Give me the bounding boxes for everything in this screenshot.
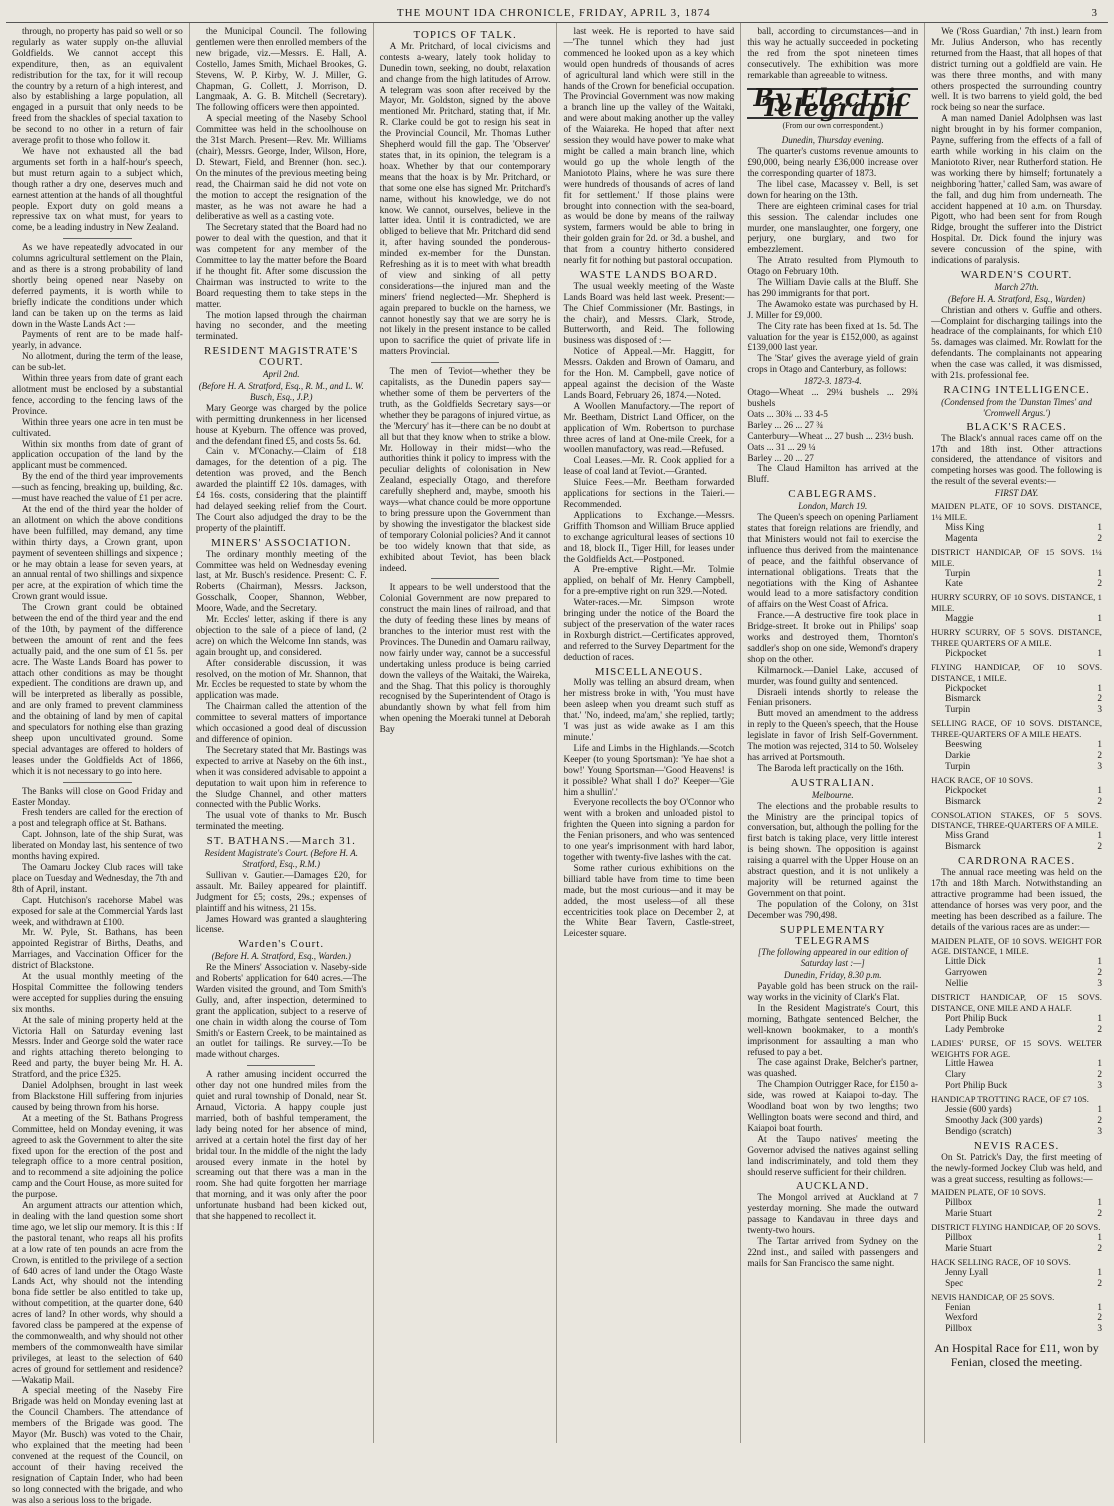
race-result bbox=[931, 592, 1102, 625]
placing: 1 bbox=[1097, 831, 1102, 842]
placing: 2 bbox=[1097, 579, 1102, 590]
paragraph: A Woollen Manufactory.—The report of Mr. Beetham, District Land Officer, on the application of Wm. Robertson to purchase three acres of land at One-mile Creek, for a woollen manufactory, was read.—Refused. bbox=[563, 401, 735, 456]
race-result bbox=[931, 718, 1102, 773]
paragraph: Within three years one acre in ten must be cultivated. bbox=[12, 417, 183, 439]
paragraph: Molly was telling an absurd dream, when her mistress broke in with, 'You must have been asleep when you dreamt such stuff as that.' 'No, indeed, ma'am,' she replied, tartly; 'I was just as wide awake as I am this minute.' bbox=[563, 678, 735, 743]
paragraph: Coal Leases.—Mr. R. Cook applied for a lease of coal land at Teviot.—Granted. bbox=[563, 456, 735, 478]
columns bbox=[6, 23, 1108, 1506]
race-name: NEVIS HANDICAP, OF 25 SOVS. bbox=[931, 1291, 1055, 1302]
paragraph: Notice of Appeal.—Mr. Haggitt, for Messrs. Oakden and Brown of Oamaru, and for the Hon. M. Campbell, gave notice of appeal against the decision of the Waste Lands Board, February 26, 1874.—Noted. bbox=[563, 347, 735, 401]
race-name: FLYING HANDICAP, OF 10 SOVS. DISTANCE, 1 MILE. bbox=[931, 661, 1102, 683]
divider bbox=[431, 578, 499, 579]
race-entry bbox=[931, 684, 1102, 695]
race-entry bbox=[931, 649, 1102, 660]
horse-name: Pillbox bbox=[945, 1324, 973, 1335]
paragraph: The population of the Colony, on 31st December was 790,498. bbox=[747, 899, 919, 921]
paragraph: No allotment, during the term of the lease, can be sub-let. bbox=[12, 352, 183, 374]
paragraph: The Champion Outrigger Race, for £150 a-side, was rowed at Kaiapoi to-day. The Woodland boat won by two lengths; two Wellington boats were second and third, and Kaiapoi boat fourth. bbox=[747, 1080, 919, 1134]
table-row: Canterbury—Wheat ... 27 bush ... 23½ bush. bbox=[747, 431, 914, 442]
paragraph: A man named Daniel Adolphsen was last night brought in by his former companion, Payne, suffering from the effects of a fall of earth while working in his claim on the Maniototo River, near Rutherford station. He was working there by himself; fortunately a neighboring 'hatter,' called Sam, was aware of the fall, and dug him from underneath. The accident happened at 10 a.m. on Thursday. Pigott, who had been sent for from Rough Ridge, brought the sufferer into the District Hospital. Dr. Dick found the injury was severe concussion of the spine, with indications of paralysis. bbox=[931, 114, 1102, 267]
race-entry bbox=[931, 1116, 1102, 1127]
placing: 3 bbox=[1097, 1081, 1102, 1092]
race-entry bbox=[931, 1268, 1102, 1279]
paragraph: James Howard was granted a slaughtering license. bbox=[195, 914, 367, 936]
race-name: HURRY SCURRY, OF 5 SOVS. DISTANCE, THREE QUARTERS OF A MILE. bbox=[931, 627, 1102, 648]
placing: 2 bbox=[1097, 533, 1102, 544]
section-note: (Condensed from the 'Dunstan Times' and 'Cromwell Argus.') bbox=[941, 396, 1092, 418]
horse-name: Spec bbox=[945, 1278, 964, 1289]
paragraph: The Secretary stated that Mr. Bastings was expected to arrive at Naseby on the 6th inst., when it was considered advisable to appoint a deputation to wait upon him in reference to the Sludge Channel, and other matters connected with the Public Works. bbox=[195, 745, 367, 811]
section-heading: MINERS' ASSOCIATION. bbox=[210, 536, 352, 549]
horse-name: Nellie bbox=[945, 979, 968, 990]
placing: 1 bbox=[1097, 740, 1102, 751]
column-4 bbox=[557, 23, 741, 1443]
column-1 bbox=[6, 23, 190, 1506]
placing: 2 bbox=[1097, 796, 1102, 807]
horse-name: Little Dick bbox=[945, 957, 986, 968]
divider bbox=[431, 362, 499, 363]
race-entry bbox=[931, 1070, 1102, 1081]
paragraph: The usual vote of thanks to Mr. Busch terminated the meeting. bbox=[195, 811, 367, 833]
placing: 1 bbox=[1097, 568, 1102, 579]
table-row: Oats ... 31 ... 29 ¼ bbox=[747, 442, 816, 453]
race-entry bbox=[931, 1303, 1102, 1314]
paragraph: Payable gold has been struck on the rail-way works in the vicinity of Clark's Flat. bbox=[747, 982, 919, 1004]
race-name: HURRY SCURRY, OF 10 SOVS. DISTANCE, 1 MILE. bbox=[931, 592, 1102, 614]
paragraph: The elections and the probable results to the Ministry are the principal topics of conversation, but, although the polling for the first batch is taking place, very little interest is being shown. The opposition is against raising a quarrel with the Upper House on an abstract question, and it is not unlikely a majority will be returned against the Government on that point. bbox=[747, 801, 919, 899]
race-entry bbox=[931, 957, 1102, 968]
paragraph: Disraeli intends shortly to release the Fenian prisoners. bbox=[747, 687, 919, 709]
paragraph: Mr. W. Pyle, St. Bathans, has been appointed Registrar of Births, Deaths, and Marriages, and Vaccination Officer for the district of Blackstone. bbox=[12, 928, 183, 972]
paragraph: We have not exhausted all the bad arguments set forth in a half-hour's speech, but must return again to a subject which, though rather a dry one, deserves much and earnest attention at the hands of all thoughtful people. Export duty on gold means a repressive tax on what must, for years to come, be a leading industry in New Zealand. bbox=[12, 146, 183, 234]
paragraph: France.—A destructive fire took place in Bridge-street. It broke out in Philips' soap works and destroyed them, Thornton's saddler's shop on one side, Wemond's drapery shop on the other. bbox=[747, 611, 919, 665]
horse-name: Clary bbox=[945, 1070, 966, 1081]
paragraph: through, no property has paid so well or so regularly as water supply on-the alluvial Goldfields. We cannot accept this expenditure, then, as an equivalent redistribution for the tax, for it will recoup the country by a return of a high interest, and also by establishing a large population, all engaged in a pursuit that only needs to be freed from the shackles of special taxation to be second to no other in a return of fair average profit to those who follow it. bbox=[12, 27, 183, 147]
placing: 2 bbox=[1097, 1209, 1102, 1220]
paragraph: By the end of the third year improvements—such as fencing, breaking up, building, &c.—must have reached the value of £1 per acre. bbox=[12, 472, 183, 505]
dateline: Dunedin, Friday, 8.30 p.m. bbox=[783, 970, 882, 981]
paragraph: The Chairman called the attention of the committee to several matters of importance which occasioned a good deal of discussion and difference of opinion. bbox=[195, 702, 367, 745]
paragraph: Applications to Exchange.—Messrs. Griffith Thomson and William Bruce applied to exchange agricultural leases of sections 10 and 18, block II., Tiger Hill, for leases under the Goldfields Act.—Postponed. bbox=[563, 510, 735, 565]
race-result bbox=[931, 1222, 1102, 1255]
paragraph: Kilmarnock.—Daniel Lake, accused of murder, was found guilty and sentenced. bbox=[747, 665, 919, 687]
placing: 3 bbox=[1097, 979, 1102, 990]
paragraph: Payments of rent are to be made half-yearly, in advance. bbox=[12, 330, 183, 352]
paragraph: The Atrato resulted from Plymouth to Otago on February 10th. bbox=[747, 256, 919, 278]
race-result bbox=[931, 1187, 1102, 1220]
court-bench: (Before H. A. Stratford, Esq., Warden) bbox=[948, 293, 1086, 304]
horse-name: Pillbox bbox=[945, 1233, 973, 1244]
subsection-heading: CARDRONA RACES. bbox=[958, 855, 1076, 868]
masthead-title: THE MOUNT IDA CHRONICLE, FRIDAY, APRIL 3, 1874 bbox=[396, 7, 711, 19]
placing: 2 bbox=[1097, 1070, 1102, 1081]
placing: 1 bbox=[1097, 957, 1102, 968]
horse-name: Wexford bbox=[945, 1313, 978, 1324]
race-entry bbox=[931, 797, 1102, 808]
dateline: London, March 19. bbox=[798, 501, 868, 512]
page-number: 3 bbox=[1091, 7, 1098, 19]
paragraph: The quarter's customs revenue amounts to £90,000, being nearly £36,000 increase over the corresponding quarter of 1873. bbox=[747, 147, 919, 179]
horse-name: Port Philip Buck bbox=[945, 1013, 1008, 1024]
paragraph: the Municipal Council. The following gentlemen were then enrolled members of the new brigade, viz.—Messrs. E. Hall, A. Costello, James Smith, Michael Brookes, G. Stevens, W. P. Kirby, W. J. Miller, G. Chapman, G. Collett, J. Morrison, D. Langmaak, A. G. B. Mitchell (Secretary). The following officers were then appointed. bbox=[195, 27, 367, 114]
horse-name: Smoothy Jack (300 yards) bbox=[945, 1116, 1043, 1126]
race-entry bbox=[931, 751, 1102, 762]
paragraph: Within three years from date of grant each allotment must be enclosed by a substantial fence, according to the fencing laws of the Province. bbox=[12, 374, 183, 417]
race-entry bbox=[931, 1025, 1102, 1036]
horse-name: Jessie (600 yards) bbox=[945, 1105, 1012, 1116]
placing: 2 bbox=[1097, 1116, 1102, 1126]
paragraph: The Black's annual races came off on the 17th and 18th inst. Other attractions considered, the attendance of visitors and competing horses was good. The following is the result of the several events:— bbox=[931, 433, 1102, 488]
paragraph: The Oamaru Jockey Club races will take place on Tuesday and Wednesday, the 7th and 8th of April, instant. bbox=[12, 862, 183, 895]
placing: 3 bbox=[1097, 761, 1102, 772]
horse-name: Pickpocket bbox=[945, 785, 987, 796]
race-entry bbox=[931, 1198, 1102, 1209]
paragraph: Life and Limbs in the Highlands.—Scotch Keeper (to young Sportsman): 'Ye hae shot a bow!' Young Sportsman—'Good Heavens! is it possible? What shall I do?' Keeper—'Gie him a shullin'.' bbox=[563, 743, 735, 798]
placing: 3 bbox=[1097, 1324, 1102, 1335]
placing: 1 bbox=[1097, 1059, 1102, 1070]
paragraph: Mary George was charged by the police with permitting drunkenness in her licensed house at Kyeburn. The offence was proved, and the defendant fined £5, and costs 5s. 6d. bbox=[195, 403, 367, 447]
race-result bbox=[931, 810, 1102, 854]
race-entry bbox=[931, 569, 1102, 580]
horse-name: Garryowen bbox=[945, 968, 987, 979]
race-result bbox=[931, 992, 1102, 1036]
section-heading: RACING INTELLIGENCE. bbox=[943, 384, 1090, 396]
telegraph-subheading: (From our own correspondent.) bbox=[782, 121, 883, 131]
paragraph: Within six months from date of grant of application occupation of the land by the applicant must be commenced. bbox=[12, 439, 183, 472]
placing: 1 bbox=[1097, 522, 1102, 533]
horse-name: Bendigo (scratch) bbox=[945, 1126, 1012, 1137]
race-entry bbox=[931, 523, 1102, 534]
divider bbox=[63, 238, 131, 239]
paragraph: Sullivan v. Gautier.—Damages £20, for assault. Mr. Bailey appeared for plaintiff. Judgment for £5; costs, 29s.; expenses of plaintiff and his witness, 21 15s. bbox=[195, 870, 367, 914]
race-entry bbox=[931, 786, 1102, 797]
race-name: LADIES' PURSE, OF 15 SOVS. WELTER WEIGHTS FOR AGE. bbox=[931, 1037, 1102, 1059]
paragraph: A rather amusing incident occurred the other day not one hundred miles from the quiet and rural township of Donald, near St. Arnaud, Victoria. A happy couple just married, both of bashful temperament, the lady being noted for her absence of mind, arrived at a certain hotel the first day of her bridal tour. In the middle of the night the lady aroused every inmate in the hotel by screaming out that there was a man in the room. She had quite forgotten her marriage that morning, and it was only after the poor unfortunate husband had been kicked out, that she happened to recollect it. bbox=[195, 1070, 367, 1223]
paragraph: As we have repeatedly advocated in our columns agricultural settlement on the Plain, and as there is a strong probability of land shortly being opened near Naseby on deferred payments, it is worth while to briefly indicate the conditions under which land can be taken up on the terms as laid down in the Waste Lands Act :— bbox=[12, 243, 183, 330]
paragraph: The William Davie calls at the Bluff. She has 290 immigrants for that port. bbox=[747, 278, 919, 299]
table-heading: 1872-3. 1873-4. bbox=[803, 376, 862, 387]
race-name: DISTRICT FLYING HANDICAP, OF 20 SOVS. bbox=[931, 1222, 1101, 1233]
telegraph-heading: By Electric Telegraph bbox=[747, 88, 918, 120]
paragraph: Christian and others v. Guffie and others.—Complaint for discharging tailings into the headrace of the complainants, for which £10 5s. damages was claimed. Mr. Rowlatt for the defendants. The complainants not appearing when the case was called, it was dismissed, with 21s. professional fee. bbox=[931, 305, 1102, 382]
placing: 2 bbox=[1097, 1278, 1102, 1289]
paragraph: The Secretary stated that the Board had no power to deal with the question, and that it was competent for any member of the Committee to lay the matter before the Board if he thought fit. After some discussion the Chairman was instructed to write to the Board requesting them to take steps in the matter. bbox=[195, 223, 367, 310]
paragraph: There are eighteen criminal cases for trial this session. The calendar includes one murder, one manslaughter, one forgery, one perjury, one burglary, and two for embezzlement. bbox=[747, 201, 919, 256]
horse-name: Miss King bbox=[945, 522, 985, 533]
horse-name: Lady Pembroke bbox=[945, 1024, 1005, 1035]
day-heading: FIRST DAY. bbox=[994, 488, 1039, 499]
race-entry bbox=[931, 579, 1102, 590]
placing: 1 bbox=[1097, 1267, 1102, 1278]
paragraph: The ordinary monthly meeting of the Committee was held on Wednesday evening last, at Mr. Busch's residence. Present: C. F. Roberts (Chairman), Messrs. Jackson, Gosschalk, Cooper, Shannon, Webber, Moore, Wade, and the Secretary. bbox=[195, 549, 367, 615]
subsection-heading: NEVIS RACES. bbox=[973, 1139, 1060, 1152]
placing: 2 bbox=[1097, 968, 1102, 979]
placing: 2 bbox=[1097, 694, 1102, 705]
race-entry bbox=[931, 1105, 1102, 1116]
race-result bbox=[931, 1292, 1102, 1336]
horse-name: Port Philip Buck bbox=[945, 1081, 1008, 1092]
placing: 2 bbox=[1097, 1243, 1102, 1254]
race-list-blacks bbox=[931, 501, 1102, 853]
column-5 bbox=[741, 23, 925, 1443]
race-result bbox=[931, 501, 1102, 545]
paragraph: The Mongol arrived at Auckland at 7 yesterday morning. She made the outward passage to Kandavau in three days and twenty-two hours. bbox=[747, 1193, 919, 1237]
race-name: DISTRICT HANDICAP, OF 15 SOVS. 1¼ MILE. bbox=[931, 546, 1102, 568]
court-bench: Resident Magistrate's Court. (Before H. A. Stratford, Esq., R.M.) bbox=[204, 848, 358, 869]
paragraph: The Banks will close on Good Friday and Easter Monday. bbox=[12, 786, 183, 808]
race-result bbox=[931, 1257, 1102, 1290]
placing: 1 bbox=[1097, 1233, 1102, 1244]
race-entry bbox=[931, 614, 1102, 625]
paragraph: On St. Patrick's Day, the first meeting of the newly-formed Jockey Club was held, and was a great success, resulting as follows:— bbox=[931, 1152, 1102, 1185]
paragraph: At the Taupo natives' meeting the Governor advised the natives against selling land indiscriminately, and told them they should reserve sufficient for their children. bbox=[747, 1134, 919, 1178]
paragraph: The motion lapsed through the chairman having no seconder, and the meeting terminated. bbox=[195, 310, 367, 343]
table-row: Barley ... 20 ... 27 bbox=[747, 453, 814, 464]
race-result bbox=[931, 1038, 1102, 1093]
race-entry bbox=[931, 1244, 1102, 1255]
paragraph: The Claud Hamilton has arrived at the Bluff. bbox=[747, 464, 919, 486]
section-note: [The following appeared in our edition of Saturday last :—] bbox=[757, 947, 908, 969]
closing-notice: An Hospital Race for £11, won by Fenian, closed the meeting. bbox=[934, 1341, 1099, 1370]
paragraph: Capt. Hutchison's racehorse Mabel was exposed for sale at the Commercial Yards last week, and withdrawn at £100. bbox=[12, 895, 183, 928]
race-entry bbox=[931, 705, 1102, 716]
section-date: March 27th. bbox=[994, 281, 1039, 292]
section-heading: AUCKLAND. bbox=[795, 1180, 870, 1193]
divider bbox=[247, 1065, 315, 1066]
horse-name: Little Hawea bbox=[945, 1059, 994, 1070]
horse-name: Turpin bbox=[945, 705, 971, 716]
masthead bbox=[6, 6, 1108, 23]
race-result bbox=[931, 936, 1102, 991]
paragraph: Everyone recollects the boy O'Connor who went with a broken and unloaded pistol to frighten the Queen into signing a pardon for the Fenian prisoners, and who was sentenced to one year's imprisonment with hard labor, together with twenty-five lashes with the cat. bbox=[563, 798, 735, 863]
horse-name: Jenny Lyall bbox=[945, 1267, 989, 1278]
paragraph: An argument attracts our attention which, in dealing with the land question some short time ago, we let slip our memory. It is this : If the pastoral tenant, who reaps all his profits at a low rate of ten pounds an acre from the Crown, is entitled to the privilege of a section of 640 acres of land under the Otago Waste Lands Act, why should not the intending bona fide settler be also entitled to take up, without competition, at the quarter done, 640 acres of land? In other words, why should a favored class be pampered at the expense of the commonwealth, and why should not other members of the commonwealth have similar privileges, at least to the selection of 640 acres of ground for settlement and residence?—Wakatip Mail. bbox=[12, 1201, 183, 1386]
race-entry bbox=[931, 762, 1102, 773]
placing: 1 bbox=[1097, 1198, 1102, 1209]
horse-name: Fenian bbox=[945, 1302, 971, 1313]
race-name: HANDICAP TROTTING RACE, OF £7 10S. bbox=[931, 1094, 1089, 1105]
section-heading: AUSTRALIAN. bbox=[790, 776, 875, 789]
column-6 bbox=[925, 23, 1108, 1443]
horse-name: Miss Grand bbox=[945, 831, 989, 842]
horse-name: Marie Stuart bbox=[945, 1209, 992, 1220]
race-entry bbox=[931, 968, 1102, 979]
placing: 1 bbox=[1097, 648, 1102, 659]
paragraph: The Queen's speech on opening Parliament states that foreign relations are friendly, and that Ministers would not fail to exercise the influence thus derived from the maintenance of peace, and the faithful observance of international obligations. Treats that the negotiations with the King of Ashantee would lead to a more satisfactory condition of affairs on the West Coast of Africa. bbox=[747, 513, 919, 611]
race-entry bbox=[931, 1233, 1102, 1244]
paragraph: Butt moved an amendment to the address in reply to the Queen's speech, that the House legislate in favor of Irish Self-Government. The motion was rejected, 314 to 50. Wolseley has arrived at Portsmouth. bbox=[747, 709, 919, 763]
paragraph: The annual race meeting was held on the 17th and 18th March. Notwithstanding an attractive programme had been issued, the attendance of horses was very poor, and the meeting has been described as a failure. The details of the various races are as under:— bbox=[931, 868, 1102, 933]
paragraph: A Pre-emptive Right.—Mr. Tolmie applied, on behalf of Mr. Henry Campbell, for a pre-emptive right on run 329.—Noted. bbox=[563, 565, 735, 598]
race-name: HACK RACE, OF 10 SOVS. bbox=[931, 774, 1033, 785]
table-row: Barley ... 26 ... 27 ¾ bbox=[747, 420, 824, 431]
paragraph: At the usual monthly meeting of the Hospital Committee the following tenders were accepted for supplies during the ensuing six months. bbox=[12, 972, 183, 1015]
paragraph: The City rate has been fixed at 1s. 5d. The valuation for the year is £152,000, as against £139,000 last year. bbox=[747, 321, 919, 354]
horse-name: Turpin bbox=[945, 761, 971, 772]
placing: 1 bbox=[1097, 614, 1102, 625]
race-result bbox=[931, 547, 1102, 591]
horse-name: Turpin bbox=[945, 568, 971, 579]
paragraph: A Mr. Pritchard, of local civicisms and contests a-weary, lately took holiday to Dunedin town, seeking, no doubt, relaxation and change from the high latitudes of Arrow. A telegram was soon after received by the Mayor, Mr. Goldston, signed by the above mentioned Mr. Pritchard, stating that, if Mr. R. Clarke could be got to resign his seat in the Provincial Council, Mr. Thomas Luther Shepherd would fill the gap. The 'Observer' states that, in its opinion, the telegram is a hoax. Whether by that our contemporary means that the hoax is by Mr. Pritchard, or that some one else has signed Mr. Pritchard's name, without his knowledge, we do not know. We cannot, ourselves, believe in the latter idea. Until it is contradicted, we are obliged to believe that Mr. Pritchard did send it, after having sounded the ponderous-minded ex-member for the Dunstan. Refreshing as it is to meet with what breadth of view and sinking of all petty considerations—the injured man and the miners' friend neglected—Mr. Shepherd is again prepared to buckle on the harness, we cannot honestly say that we are sorry he is not likely in the present instance to be called upon to sacrifice the quiet of private life in matters Provincial. bbox=[379, 41, 551, 358]
race-name: MAIDEN PLATE, OF 10 SOVS. WEIGHT FOR AGE. DISTANCE, 1 MILE. bbox=[931, 935, 1102, 957]
race-entry bbox=[931, 1081, 1102, 1092]
paragraph: At the end of the third year the holder of an allotment on which the above conditions have been fulfilled, may demand, any time within thirty days, a Crown grant, upon payment of seventeen shillings and sixpence ; or he may obtain a lease for seven years, at an annual rental of two shillings and sixpence per acre, at the expiration of which time the Crown grant would issue. bbox=[12, 504, 183, 603]
race-entry bbox=[931, 534, 1102, 545]
paragraph: The libel case, Macassey v. Bell, is set down for hearing on the 13th. bbox=[747, 179, 919, 201]
race-name: HACK SELLING RACE, OF 10 SOVS. bbox=[931, 1256, 1071, 1267]
paragraph: The case against Drake, Belcher's partner, was quashed. bbox=[747, 1058, 919, 1080]
paragraph: Mr. Eccles' letter, asking if there is any objection to the sale of a piece of land, (2 acre) on which the Welcome Inn stands, was again brought up, and considered. bbox=[195, 615, 367, 658]
paragraph: Sluice Fees.—Mr. Beetham forwarded applications for sections in the Taieri.—Recommended. bbox=[563, 478, 735, 510]
section-heading: Warden's Court. bbox=[238, 938, 325, 951]
placing: 3 bbox=[1097, 705, 1102, 716]
section-heading: TOPICS OF TALK. bbox=[413, 29, 517, 41]
paragraph: We ('Ross Guardian,' 7th inst.) learn from Mr. Julius Anderson, who has recently returned from the Haast, that all hopes of that district turning out a goldfield are vain. He was there three months, and with many others prospected the surrounding country well. It is two barrens to yield gold, the bed rock being so near the surface. bbox=[931, 27, 1102, 114]
paragraph: A special meeting of the Naseby School Committee was held in the schoolhouse on the 31st March. Present—Rev. Mr. Williams (chair), Messrs. George, Inder, Wilson, Hore, D. Stewart, Field, and Brenner (hon. sec.). On the minutes of the previous meeting being read, the Chairman said he did not vote on the motion to accept the resignation of the master, as he was not aware he had a deliberative as well as a casting vote. bbox=[195, 114, 367, 223]
race-result bbox=[931, 627, 1102, 660]
paragraph: At the sale of mining property held at the Victoria Hall on Saturday evening last Messrs. Inder and George sold the water race and rights attaching thereto belonging to Reed and party, the buyer being Mr. H. A. Stratford, and the price £325. bbox=[12, 1015, 183, 1081]
paragraph: The Tartar arrived from Sydney on the 22nd inst., and sailed with passengers and mails for San Francisco the same night. bbox=[747, 1236, 919, 1269]
paragraph: Re the Miners' Association v. Naseby-side and Roberts' application for 640 acres.—The Warden visited the ground, and Tom Smith's Gully, and, after inspection, determined to grant the application, subject to a reserve of one chain in width along the course of Tom Smith's or Eastern Creek, to be maintained as an outlet for tailings. Re survey.—To be made without charges. bbox=[195, 963, 367, 1061]
horse-name: Beeswing bbox=[945, 740, 982, 751]
paragraph: It appears to be well understood that the Colonial Government are now prepared to construct the main lines of railroad, and that the duty of feeding these lines by means of branches to the interior must rest with the Provinces. The Dunedin and Oamaru railway, now fairly under way, cannot be a successful undertaking unless produce is being carried down the valleys of the Waitaki, the Waireka, and the Shag. That this policy is thoroughly recognised by the Superintendent of Otago is abundantly shown by what fell from him when opening the Moeraki tunnel at Deborah Bay bbox=[379, 583, 551, 736]
subsection-heading: BLACK'S RACES. bbox=[966, 420, 1067, 433]
paragraph: After considerable discussion, it was resolved, on the motion of Mr. Shannon, that Mr. Eccles be requested to state by whom the application was made. bbox=[195, 658, 367, 702]
paragraph: Water-races.—Mr. Simpson wrote bringing under the notice of the Board the subject of the preservation of the water races in Roxburgh district.—Certificates approved, and referred to the Survey Department for the deduction of races. bbox=[563, 598, 735, 663]
race-entry bbox=[931, 1324, 1102, 1335]
race-list-cardrona bbox=[931, 936, 1102, 1138]
column-2 bbox=[190, 23, 374, 1443]
table-row: Otago—Wheat ... 29¼ bushels ... 29¾ bushels bbox=[747, 388, 919, 409]
race-name: CONSOLATION STAKES, OF 5 SOVS. DISTANCE, THREE-QUARTERS OF A MILE. bbox=[931, 809, 1102, 831]
paragraph: At a meeting of the St. Bathans Progress Committee, held on Monday evening, it was agreed to ask the Government to alter the site fixed upon for the erection of the post and telegraph office to a more central position, and to recommend a site adjoining the police camp and the Court House, as more suited for the purpose. bbox=[12, 1113, 183, 1201]
table-row: Oats ... 30¾ ... 33 4-5 bbox=[747, 409, 828, 420]
race-entry bbox=[931, 831, 1102, 842]
divider bbox=[63, 782, 131, 783]
paragraph: The men of Teviot—whether they be capitalists, as the Dunedin papers say—whether some of them be perverters of the truth, as the Goldfields Secretary says—or whether they be paragons of injured virtue, as the 'Mercury' has it—there can be no doubt at all but that they know when to strike a blow. Mr. Holloway in their midst—who the authorities think it policy to impress with the peculiar delights of colonisation in New Zealand, especially Otago, and therefore carefully shepherd and, maybe, smooth his ways—what chance could be more opportune to bring pressure upon the Government than by showing the investigator the blackest side of temporary Colonial policies? And it cannot be too widely known that that side, as exhibited about Teviot, has been black indeed. bbox=[379, 367, 551, 574]
paragraph: The usual weekly meeting of the Waste Lands Board was held last week. Present:—The Chief Commissioner (Mr. Bastings, in the chair), and Messrs. Clark, Strode, Butterworth, and Reid. The following business was disposed of :— bbox=[563, 281, 735, 347]
placing: 1 bbox=[1097, 785, 1102, 796]
paragraph: A special meeting of the Naseby Fire Brigade was held on Monday evening last at the Council Chambers. The attendance of members of the Brigade was good. The Mayor (Mr. Busch) was voted to the Chair, who explained that the meeting had been convened at the request of the Council, on account of their having received the resignation of Captain Inder, who had been so long connected with the brigade, and who was also a serious loss to the brigade. bbox=[12, 1386, 183, 1506]
horse-name: Magenta bbox=[945, 533, 978, 544]
horse-name: Darkie bbox=[945, 751, 971, 761]
horse-name: Bismarck bbox=[945, 796, 981, 807]
race-name: MAIDEN PLATE, OF 10 SOVS. DISTANCE, 1¼ MILE. bbox=[931, 501, 1102, 522]
horse-name: Bismarck bbox=[945, 694, 981, 705]
horse-name: Bismarck bbox=[945, 842, 981, 853]
section-heading: WARDEN'S COURT. bbox=[960, 268, 1073, 281]
placing: 2 bbox=[1097, 751, 1102, 761]
paragraph: Fresh tenders are called for the erection of a post and telegraph office at St. Bathans. bbox=[12, 808, 183, 830]
horse-name: Kate bbox=[945, 579, 963, 590]
placing: 2 bbox=[1097, 842, 1102, 853]
race-name: DISTRICT HANDICAP, OF 15 SOVS. DISTANCE, ONE MILE AND A HALF. bbox=[931, 992, 1102, 1013]
horse-name: Pickpocket bbox=[945, 648, 987, 659]
race-entry bbox=[931, 1014, 1102, 1025]
section-heading: MISCELLANEOUS. bbox=[594, 665, 704, 678]
race-entry bbox=[931, 1279, 1102, 1290]
placing: 1 bbox=[1097, 1302, 1102, 1313]
paragraph: In the Resident Magistrate's Court, this morning, Bathgate sentenced Belcher, the well-known bookmaker, to a month's imprisonment for assaulting a man who refused to pay a bet. bbox=[747, 1003, 919, 1058]
horse-name: Pickpocket bbox=[945, 683, 987, 694]
placing: 1 bbox=[1097, 683, 1102, 694]
section-heading: SUPPLEMENTARY TELEGRAMS bbox=[779, 923, 886, 947]
paragraph: The Awamoko estate was purchased by H. J. Miller for £9,000. bbox=[747, 299, 919, 321]
placing: 3 bbox=[1097, 1126, 1102, 1137]
paragraph: Daniel Adolphsen, brought in last week from Blackstone Hill suffering from injuries caused by being thrown from his horse. bbox=[12, 1081, 183, 1113]
horse-name: Maggie bbox=[945, 614, 974, 625]
paragraph: last week. He is reported to have said—'The tunnel which they had just commenced he looked upon as a key which would open hundreds of thousands of acres of agricultural land which were still in the hands of the Crown for beneficial occupation. The Provincial Government was now making a branch line up the valley of the Waitaki, and were about making another up the valley of the Waiareka. He hoped that after next session they would have power to make what might be called a main branch line, which would go up the whole length of the Maniototo Plains, where he was sure there were hundreds of thousands of acres of land fit for settlement.' If those plains were brought into connection with the sea-board, as would be done by means of the railway system, farmers would be able to bring in their golden grain for 2d. or 3d. a bushel, and that from a country hitherto considered nearly fit for nothing but pastoral occupation. bbox=[563, 27, 735, 267]
race-name: SELLING RACE, OF 10 SOVS. DISTANCE, THREE-QUARTERS OF A MILE HEATS. bbox=[931, 718, 1102, 740]
race-entry bbox=[931, 694, 1102, 705]
race-entry bbox=[931, 1127, 1102, 1138]
race-result bbox=[931, 662, 1102, 717]
paragraph: ball, according to circumstances—and in this way he actually succeeded in pocketing the red from the spot nineteen times consecutively. The exhibition was more remarkable than agreeable to witness. bbox=[747, 27, 919, 81]
section-date: April 2nd. bbox=[262, 369, 300, 380]
horse-name: Marie Stuart bbox=[945, 1243, 992, 1254]
paragraph: Capt. Johnson, late of the ship Surat, was liberated on Monday last, his sentence of two months having expired. bbox=[12, 830, 183, 863]
court-bench: (Before H. A. Stratford, Esq., Warden.) bbox=[211, 951, 351, 962]
race-result bbox=[931, 775, 1102, 808]
paragraph: Some rather curious exhibitions on the billiard table have from time to time been made, but the most curious—and it may be added, the most useless—of all these eccentricities took place on December 2, at the White Bear Tavern, Castle-street, Leicester square. bbox=[563, 863, 735, 940]
court-bench: (Before H. A. Stratford, Esq., R. M., and L. W. Busch, Esq., J.P.) bbox=[198, 381, 364, 402]
race-list-nevis bbox=[931, 1187, 1102, 1335]
race-entry bbox=[931, 1313, 1102, 1324]
race-entry bbox=[931, 842, 1102, 853]
paragraph: The 'Star' gives the average yield of grain crops in Otago and Canterbury, as follows: bbox=[747, 354, 919, 376]
dateline: Dunedin, Thursday evening. bbox=[781, 135, 884, 146]
section-heading: WASTE LANDS BOARD. bbox=[579, 268, 718, 281]
race-name: MAIDEN PLATE, OF 10 SOVS. bbox=[931, 1187, 1046, 1198]
race-entry bbox=[931, 979, 1102, 990]
race-result bbox=[931, 1094, 1102, 1138]
section-heading: CABLEGRAMS. bbox=[788, 488, 878, 501]
race-entry bbox=[931, 1059, 1102, 1070]
race-entry bbox=[931, 740, 1102, 751]
section-heading: RESIDENT MAGISTRATE'S COURT. bbox=[204, 345, 359, 369]
horse-name: Pillbox bbox=[945, 1198, 973, 1209]
dateline: Melbourne. bbox=[811, 789, 854, 800]
placing: 2 bbox=[1097, 1313, 1102, 1324]
race-entry bbox=[931, 1209, 1102, 1220]
paragraph: Cain v. M'Conachy.—Claim of £18 damages, for the detention of a pig. The detention was proved, and the Bench awarded the plaintiff £2 10s. damages, with £4 16s. costs, considering that the plaintiff had delayed seeking relief from the Court. The Court also adjudged the dray to be the property of the plaintiff. bbox=[195, 447, 367, 534]
placing: 2 bbox=[1097, 1024, 1102, 1035]
section-heading: ST. BATHANS.—March 31. bbox=[206, 835, 356, 848]
placing: 1 bbox=[1097, 1105, 1102, 1116]
paragraph: The Baroda left practically on the 16th. bbox=[757, 763, 904, 774]
paragraph: The Crown grant could be obtained between the end of the third year and the end of the 10th, by payment of the difference between the amount of rent and the fees actually paid, and the one sum of £1 5s. per acre. The Waste Lands Board has power to attach other conditions as may be thought expedient. The conditions are drawn up, and will be interpreted as liberally as possible, and are only framed to prevent clamminess and the obtaining of land by men of capital and speculators for nothing else than grazing sheep upon uncultivated ground. Some special advantages are offered to holders of leases under the Goldfields Act of 1866, which it is not necessary to go into here. bbox=[12, 603, 183, 777]
column-3 bbox=[374, 23, 558, 1443]
placing: 1 bbox=[1097, 1013, 1102, 1024]
